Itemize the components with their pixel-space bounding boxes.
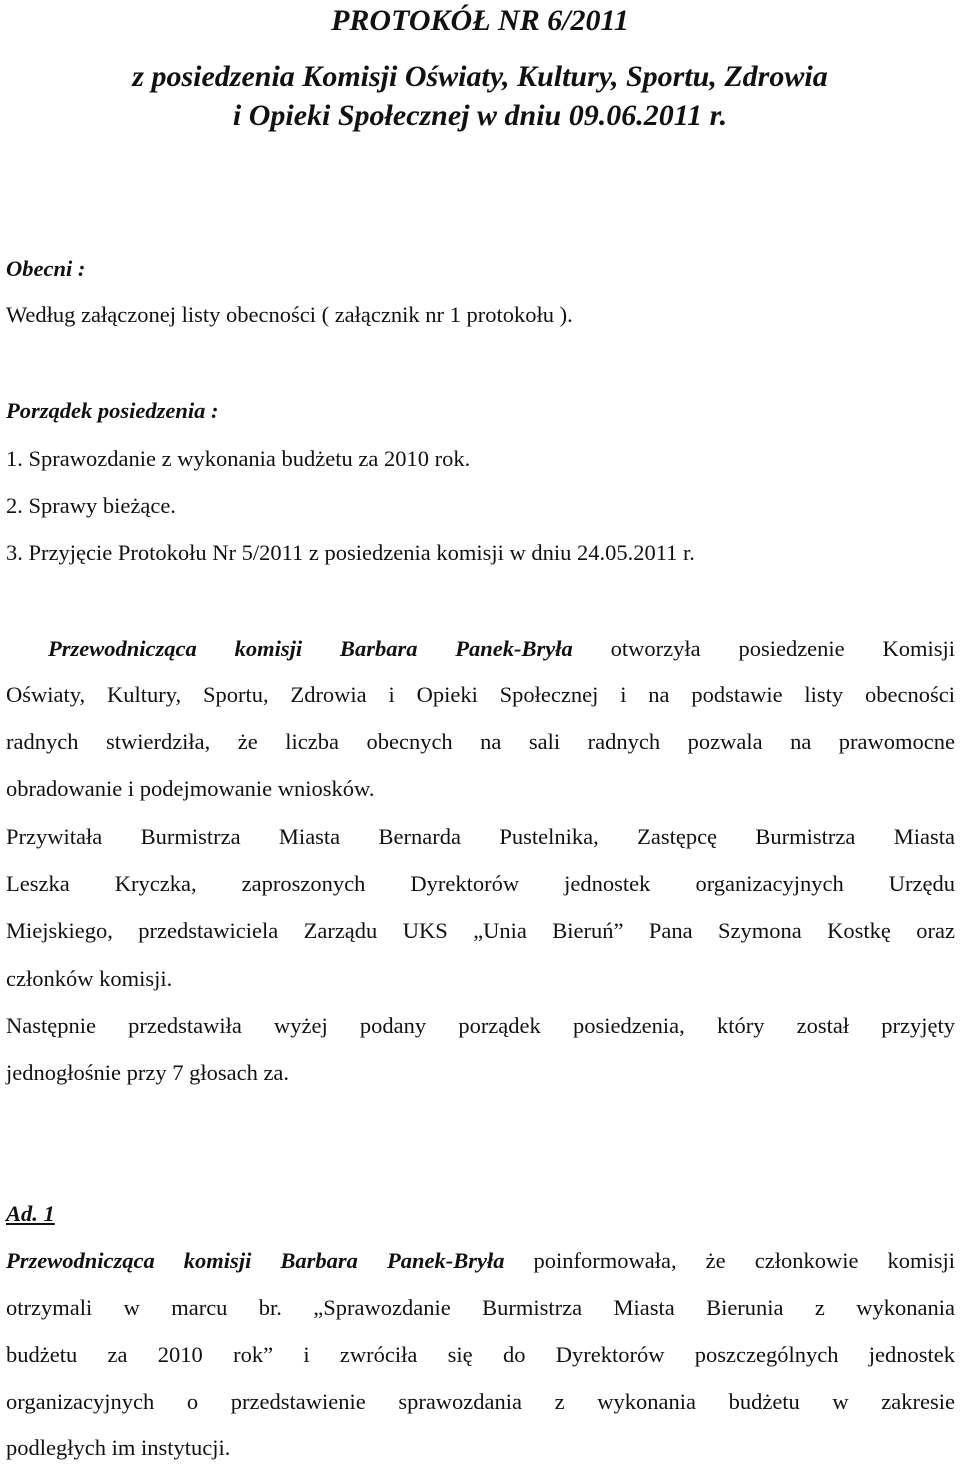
agenda-item-1: 1. Sprawozdanie z wykonania budżetu za 2010 rok. [6, 446, 471, 471]
opening-line-1 [48, 634, 955, 664]
opening-line-4: obradowanie i podejmowanie wniosków. [6, 776, 375, 801]
ad1-line-5: podległych im instytucji. [6, 1435, 231, 1460]
opening-line-3: radnych stwierdziła, że liczba obecnych na sali radnych pozwala na prawomocne [6, 729, 955, 754]
ad1-line-4: organizacyjnych o przedstawienie sprawozdania z wykonania budżetu w zakresie [6, 1389, 955, 1414]
present-heading: Obecni : [6, 256, 86, 281]
opening-line-8: członków komisji. [6, 966, 173, 991]
ad1-line-3: budżetu za 2010 rok” i zwróciła się do Dyrektorów poszczególnych jednostek [6, 1342, 955, 1367]
agenda-heading: Porządek posiedzenia : [6, 398, 219, 423]
ad1-line-1-text: poinformowała, że członkowie komisji [504, 1248, 956, 1273]
opening-line-10: jednogłośnie przy 7 głosach za. [6, 1060, 290, 1085]
opening-line-2: Oświaty, Kultury, Sportu, Zdrowia i Opieki Społecznej i na podstawie listy obecności [6, 682, 955, 707]
opening-line-5: Przywitała Burmistrza Miasta Bernarda Pustelnika, Zastępcę Burmistrza Miasta [6, 824, 955, 849]
chairwoman-name: Przewodnicząca komisji Barbara Panek-Bryła [6, 1248, 505, 1273]
document-subtitle-line-2: i Opieki Społecznej w dniu 09.06.2011 r. [232, 99, 728, 132]
ad1-heading: Ad. 1 [6, 1201, 55, 1226]
opening-line-9: Następnie przedstawiła wyżej podany porządek posiedzenia, który został przyjęty [6, 1013, 955, 1038]
ad1-line-1 [6, 1246, 955, 1276]
opening-line-7: Miejskiego, przedstawiciela Zarządu UKS „Unia Bieruń” Pana Szymona Kostkę oraz [6, 918, 955, 943]
chairwoman-name: Przewodnicząca komisji Barbara Panek-Bryła [48, 636, 573, 661]
opening-line-1-text: otworzyła posiedzenie Komisji [572, 636, 956, 661]
document-title: PROTOKÓŁ NR 6/2011 [331, 4, 629, 37]
opening-line-6: Leszka Kryczka, zaproszonych Dyrektorów jednostek organizacyjnych Urzędu [6, 871, 955, 896]
agenda-item-3: 3. Przyjęcie Protokołu Nr 5/2011 z posiedzenia komisji w dniu 24.05.2011 r. [6, 540, 695, 565]
agenda-item-2: 2. Sprawy bieżące. [6, 493, 176, 518]
ad1-line-2: otrzymali w marcu br. „Sprawozdanie Burmistrza Miasta Bierunia z wykonania [6, 1295, 955, 1320]
present-text: Według załączonej listy obecności ( załącznik nr 1 protokołu ). [6, 302, 573, 327]
document-subtitle-line-1: z posiedzenia Komisji Oświaty, Kultury, Sportu, Zdrowia [132, 60, 828, 93]
